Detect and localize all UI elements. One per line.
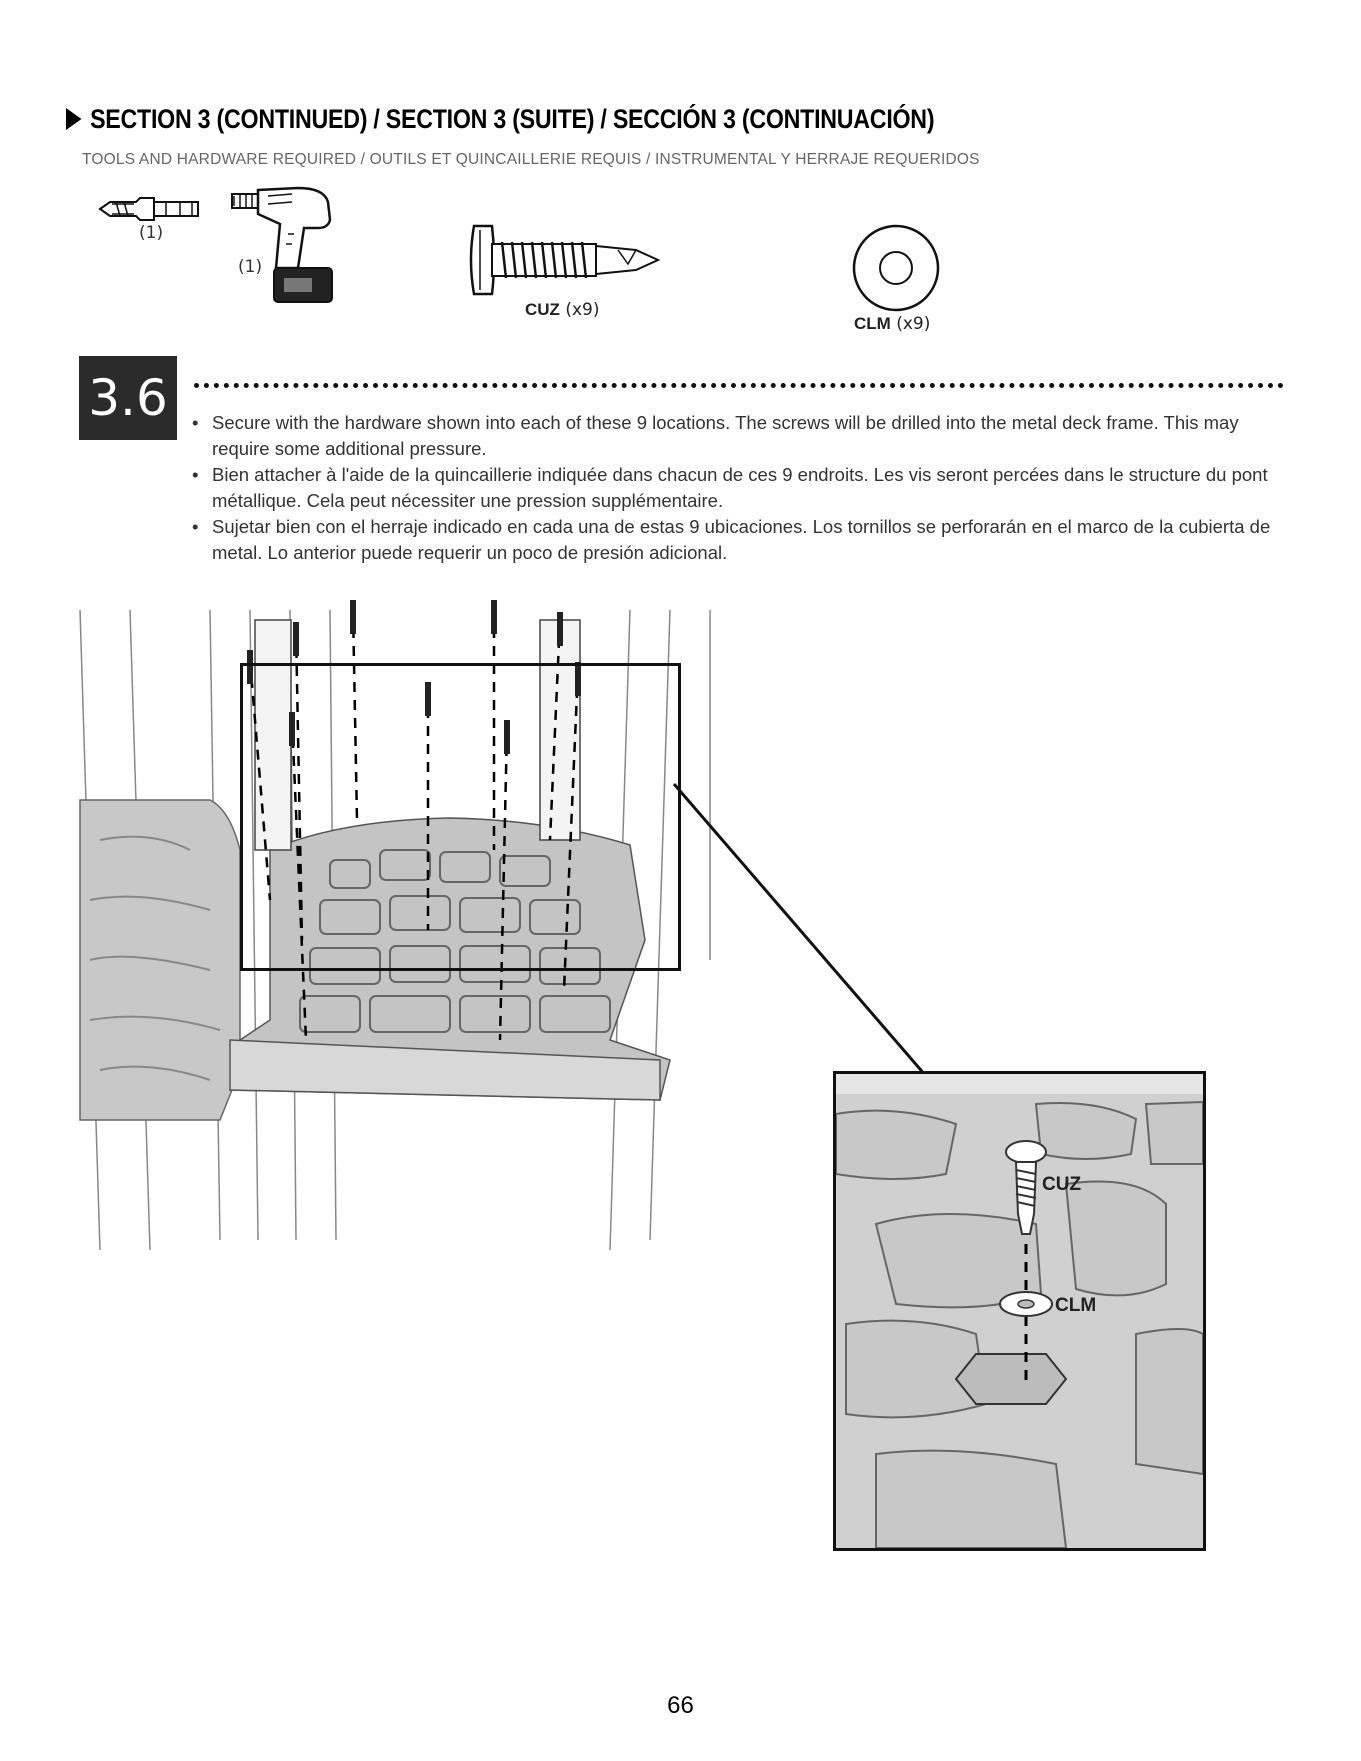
dotted-divider [194, 383, 1284, 388]
washer-icon [850, 222, 942, 314]
washer-label: CLM (x9) [854, 314, 931, 334]
detail-washer-label: CLM [1055, 1295, 1097, 1316]
instruction-english: • Secure with the hardware shown into each of these 9 locations. The screws will be drilled into the metal deck frame. This may require some additional pressure. [192, 410, 1272, 462]
instruction-spanish: • Sujetar bien con el herraje indicado en cada una de estas 9 ubicaciones. Los tornillos se perforarán en el marco de la cubierta de metal. Lo anterior puede requerir un poco de presión adicional. [192, 514, 1272, 566]
drill-bit-qty: (1) [139, 223, 164, 243]
drill-bit-icon [96, 192, 206, 226]
instruction-list [192, 410, 1272, 566]
detail-screw-label: CUZ [1042, 1174, 1082, 1195]
callout-region [240, 663, 681, 971]
instruction-french: • Bien attacher à l'aide de la quincaillerie indiquée dans chacun de ces 9 endroits. Les vis seront percées dans le structure du pont métallique. Cela peut nécessiter une pression supplémentaire. [192, 462, 1272, 514]
drill-qty: (1) [238, 257, 263, 277]
power-drill-icon [228, 184, 348, 308]
callout-connector [670, 780, 930, 1080]
play-arrow-icon [66, 108, 81, 130]
step-number: 3.6 [79, 356, 177, 440]
screw-icon [468, 220, 668, 300]
section-title [66, 104, 934, 135]
detail-zoom-box [833, 1071, 1206, 1551]
page-number: 66 [667, 1692, 694, 1719]
screw-label: CUZ (x9) [525, 300, 600, 320]
tools-hardware-subtitle: TOOLS AND HARDWARE REQUIRED / OUTILS ET QUINCAILLERIE REQUIS / INSTRUMENTAL Y HERRAJE REQUERIDOS [82, 151, 980, 168]
section-title-text: SECTION 3 (CONTINUED) / SECTION 3 (SUITE) / SECCIÓN 3 (CONTINUACIÓN) [90, 104, 935, 134]
detail-deck-illustration [836, 1074, 1203, 1548]
